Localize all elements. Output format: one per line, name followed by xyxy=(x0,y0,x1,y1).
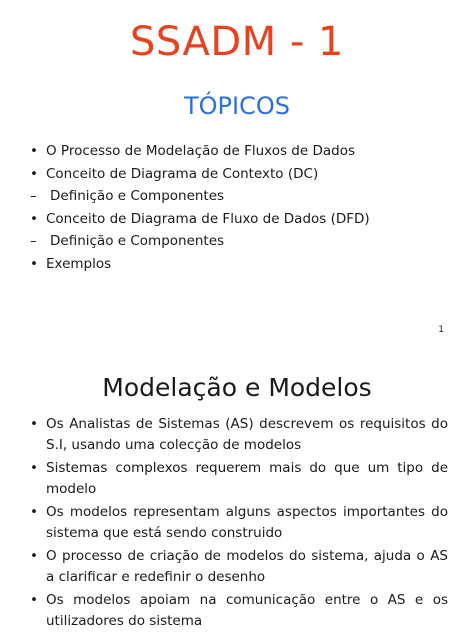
point-list xyxy=(30,414,448,634)
topic-item: • Conceito de Diagrama de Contexto (DC) xyxy=(30,163,370,186)
point-item: • Os modelos apoiam na comunicação entre o AS e os utilizadores do sistema xyxy=(30,590,448,632)
topic-item: • O Processo de Modelação de Fluxos de Dados xyxy=(30,140,370,163)
topic-subitem: – Definição e Componentes xyxy=(30,230,370,253)
topic-item: • Exemplos xyxy=(30,253,370,276)
page-number: 1 xyxy=(438,325,444,335)
topic-item: • Conceito de Diagrama de Fluxo de Dados (DFD) xyxy=(30,208,370,231)
section-title: Modelação e Modelos xyxy=(102,373,372,402)
point-item: • Sistemas complexos requerem mais do que um tipo de modelo xyxy=(30,458,448,500)
slide-subtitle: TÓPICOS xyxy=(184,92,290,120)
point-item: • Os modelos representam alguns aspectos importantes do sistema que está sendo construido xyxy=(30,502,448,544)
topic-subitem: – Definição e Componentes xyxy=(30,185,370,208)
topic-list xyxy=(30,140,370,275)
slide-title: SSADM - 1 xyxy=(129,19,344,65)
slide-modelacao xyxy=(0,350,474,632)
point-item: • O processo de criação de modelos do sistema, ajuda o AS a clarificar e redefinir o desenho xyxy=(30,546,448,588)
point-item: • Os Analistas de Sistemas (AS) descrevem os requisitos do S.I, usando uma colecção de modelos xyxy=(30,414,448,456)
